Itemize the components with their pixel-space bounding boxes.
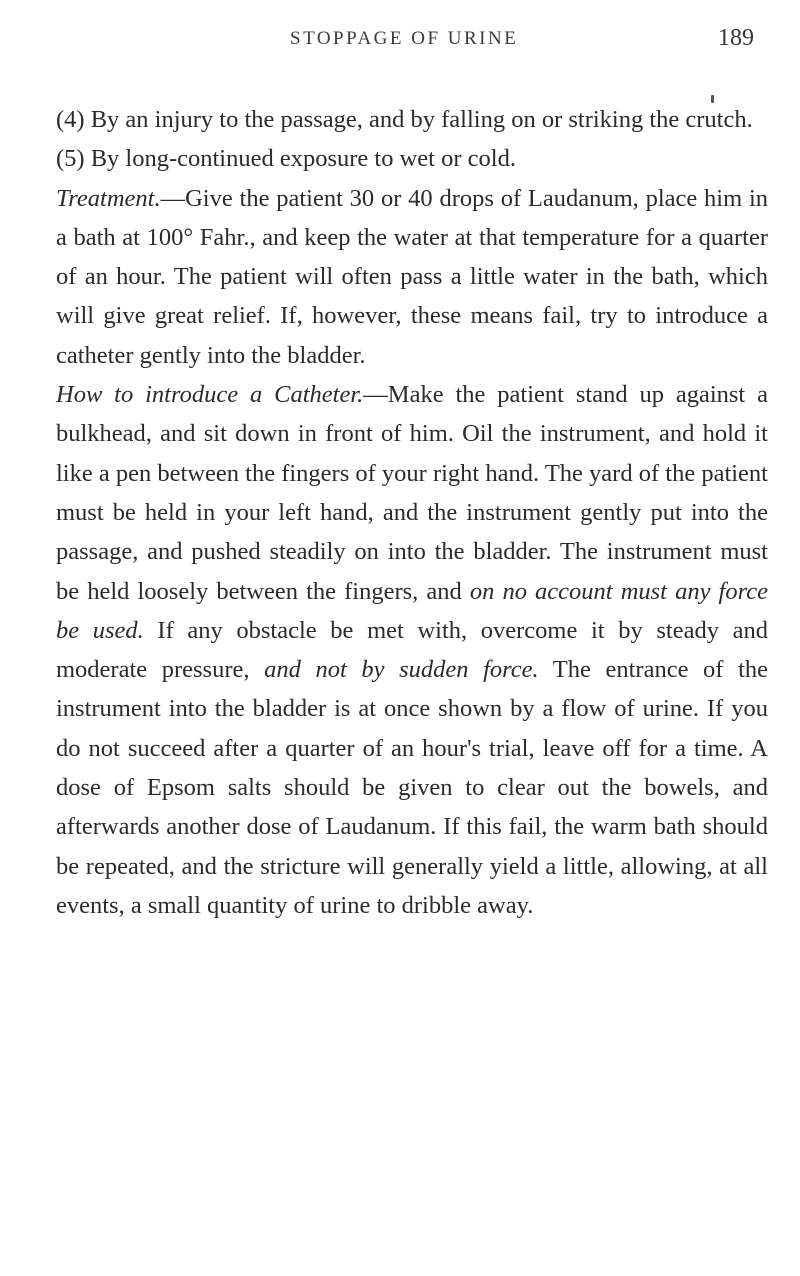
- paragraph-treatment: [56, 179, 768, 375]
- page-number: 189: [718, 25, 754, 51]
- body-text: [56, 100, 768, 925]
- catheter-emphasis-1: on no account must any force be used.: [56, 577, 768, 644]
- running-head: [0, 24, 800, 64]
- paragraph-cause-4: [56, 100, 768, 139]
- treatment-heading: Treatment.: [56, 184, 161, 212]
- paragraph-cause-5-text: (5) By long-continued exposure to wet or cold.: [56, 145, 516, 173]
- catheter-heading: How to introduce a Catheter.: [56, 381, 364, 409]
- running-title: STOPPAGE OF URINE: [290, 28, 519, 49]
- paragraph-cause-5: [56, 139, 768, 178]
- catheter-text-3: The entrance of the instrument into the bladder is at once shown by a flow of urine. If you do not succeed after a quarter of an hour's trial, leave off for a time. A dose of Epsom salts should be given to clear out the bowels, and afterwards another dose of Laudanum. If this fail, the warm bath should be repeated, and the stricture will generally yield a little, allowing, at all events, a small quantity of urine to dribble away.: [56, 656, 768, 919]
- paragraph-cause-4-text: (4) By an injury to the passage, and by falling on or striking the crutch.: [56, 106, 753, 133]
- catheter-emphasis-2: and not by sudden force.: [264, 656, 539, 684]
- treatment-text: —Give the patient 30 or 40 drops of Laudanum, place him in a bath at 100° Fahr., and keep the water at that temperature for a quarter of an hour. The patient will often pass a little water in the bath, which will give great relief. If, however, these means fail, try to introduce a catheter gently into the bladder.: [56, 184, 768, 369]
- paragraph-catheter: [56, 375, 768, 925]
- catheter-text-2: If any obstacle be met with, overcome it by steady and moderate pressure,: [56, 616, 768, 684]
- catheter-text-1: —Make the patient stand up against a bulkhead, and sit down in front of him. Oil the instrument, and hold it like a pen between the fingers of your right hand. The yard of the patient must be held in your left hand, and the instrument gently put into the passage, and pushed steadily on into the bladder. The instrument must be held loosely between the fingers, and: [56, 381, 769, 605]
